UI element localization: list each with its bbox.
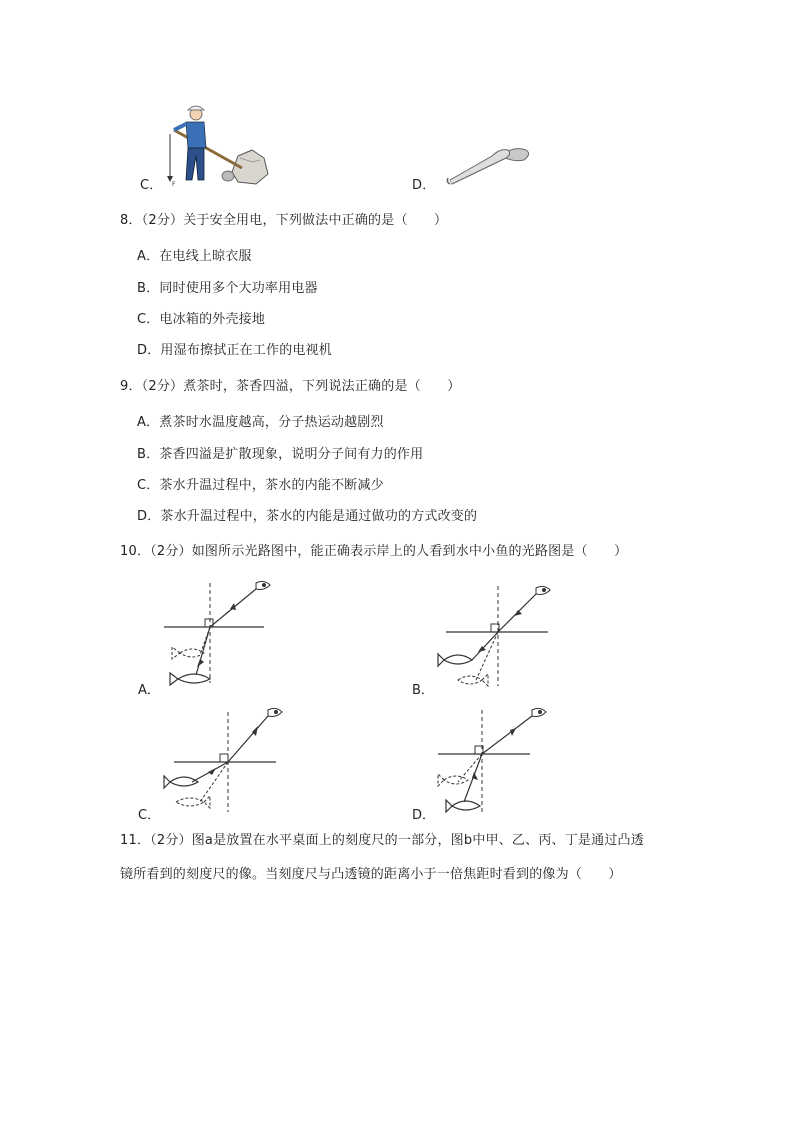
q9-option-a[interactable]: A．煮茶时水温度越高，分子热运动越剧烈 bbox=[137, 415, 384, 430]
q10-diagram-c bbox=[164, 704, 284, 816]
q11-stem-line-1: 11．（2分）图a是放置在水平桌面上的刻度尺的一部分，图b中甲、乙、丙、丁是通过凸透 bbox=[120, 833, 644, 848]
q8-option-c[interactable]: C．电冰箱的外壳接地 bbox=[137, 312, 266, 327]
q10-diagram-b bbox=[436, 580, 556, 692]
q10-option-a-label[interactable]: A． bbox=[138, 683, 160, 698]
q9-stem: 9．（2分）煮茶时，茶香四溢，下列说法正确的是（ ） bbox=[120, 379, 461, 394]
q8-option-b[interactable]: B．同时使用多个大功率用电器 bbox=[137, 281, 318, 296]
q10-diagram-d bbox=[434, 702, 554, 818]
q10-option-d-label[interactable]: D． bbox=[412, 808, 436, 823]
tongs-illustration bbox=[444, 140, 534, 188]
q10-stem: 10．（2分）如图所示光路图中，能正确表示岸上的人看到水中小鱼的光路图是（ ） bbox=[120, 544, 628, 559]
q7-option-d-label[interactable]: D． bbox=[412, 178, 436, 193]
q8-option-d[interactable]: D．用湿布擦拭正在工作的电视机 bbox=[137, 343, 333, 358]
q11-stem-line-2: 镜所看到的刻度尺的像。当刻度尺与凸透镜的距离小于一倍焦距时看到的像为（ ） bbox=[120, 867, 622, 882]
svg-text:F: F bbox=[172, 181, 176, 188]
q9-option-d[interactable]: D．茶水升温过程中，茶水的内能是通过做功的方式改变的 bbox=[137, 509, 478, 524]
q9-option-c[interactable]: C．茶水升温过程中，茶水的内能不断减少 bbox=[137, 478, 384, 493]
q7-option-c-label[interactable]: C． bbox=[140, 178, 163, 193]
q8-option-a[interactable]: A．在电线上晾衣服 bbox=[137, 249, 252, 264]
q10-diagram-a bbox=[160, 575, 270, 687]
q10-option-c-label[interactable]: C． bbox=[138, 808, 161, 823]
worker-lever-illustration bbox=[160, 100, 272, 188]
q10-option-b-label[interactable]: B． bbox=[412, 683, 434, 698]
q8-stem: 8．（2分）关于安全用电，下列做法中正确的是（ ） bbox=[120, 213, 448, 228]
q9-option-b[interactable]: B．茶香四溢是扩散现象，说明分子间有力的作用 bbox=[137, 447, 424, 462]
